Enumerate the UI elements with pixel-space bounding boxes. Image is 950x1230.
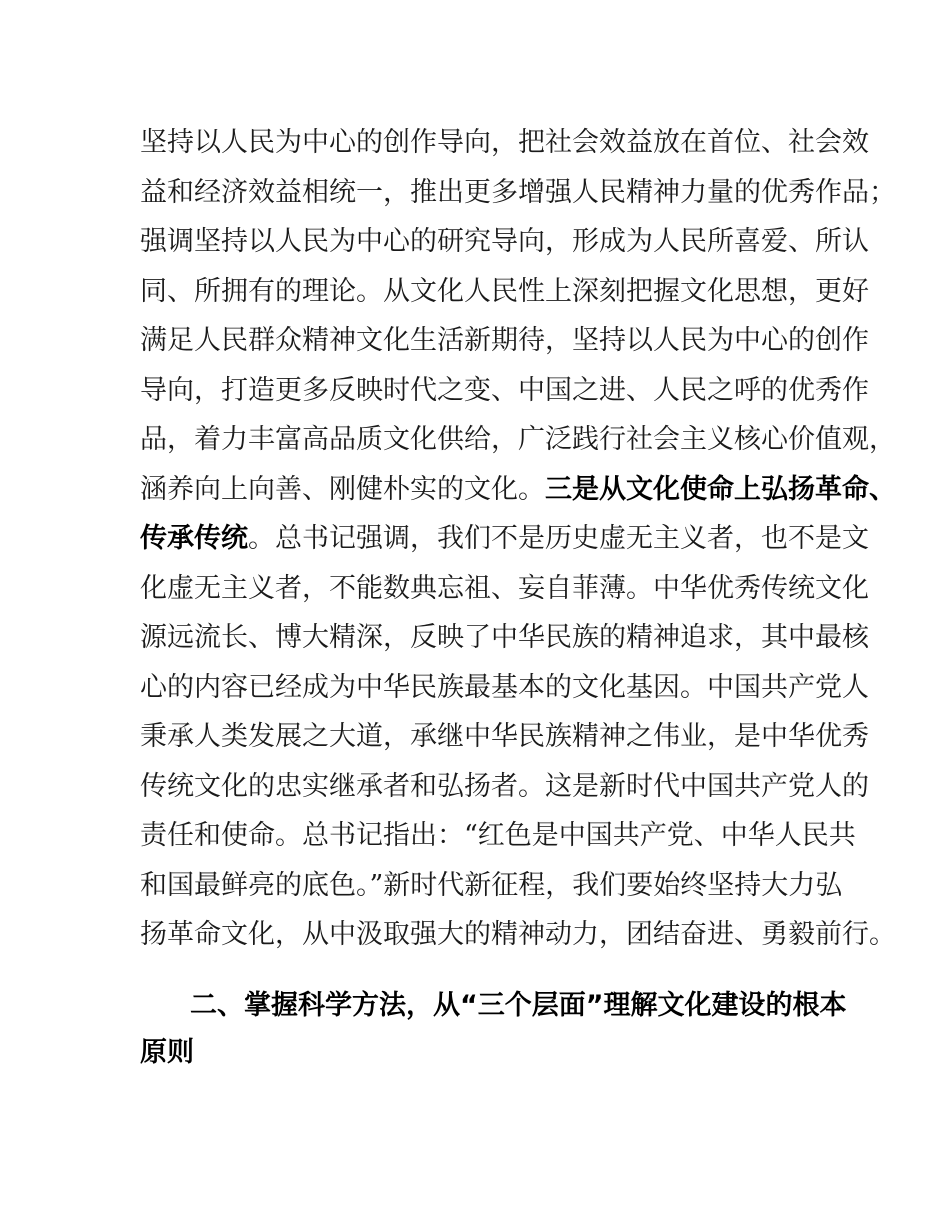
text-run: 和国最鲜亮的底色。”新时代新征程，我们要始终坚持大力弘 [140, 869, 843, 901]
body-line [140, 126, 869, 160]
text-run: 同、所拥有的理论。从文化人民性上深刻把握文化思想，更好 [140, 275, 869, 307]
body-line [140, 522, 869, 556]
text-run: 涵养向上向善、刚健朴实的文化。 [140, 473, 545, 505]
text-run: 导向，打造更多反映时代之变、中国之进、人民之呼的优秀作 [140, 374, 869, 406]
bold-phrase: 三是从文化使命上弘扬革命、 [545, 473, 896, 505]
body-line [140, 275, 869, 309]
text-run: 秉承人类发展之大道，承继中华民族精神之伟业，是中华优秀 [140, 721, 869, 752]
body-line [140, 225, 869, 259]
text-run: 坚持以人民为中心的创作导向，把社会效益放在首位、社会效 [140, 127, 869, 158]
body-line [140, 374, 869, 408]
text-run: 扬革命文化，从中汲取强大的精神动力，团结奋进、勇毅前行。 [140, 919, 896, 950]
body-line [140, 869, 843, 903]
body-line [140, 621, 869, 655]
text-run: 传统文化的忠实继承者和弘扬者。这是新时代中国共产党人的 [140, 770, 869, 802]
bold-phrase: 传承传统 [140, 523, 248, 554]
body-line [140, 918, 896, 952]
text-run: 。总书记强调，我们不是历史虚无主义者，也不是文 [248, 523, 869, 554]
text-run: 源远流长、博大精深，反映了中华民族的精神追求，其中最核 [140, 622, 869, 653]
body-line [140, 176, 896, 210]
text-run: 强调坚持以人民为中心的研究导向，形成为人民所喜爱、所认 [140, 226, 869, 257]
text-run: 责任和使命。总书记指出：“红色是中国共产党、中华人民共 [140, 820, 856, 851]
body-line [140, 423, 896, 457]
body-line [140, 720, 869, 754]
body-line [140, 671, 869, 705]
section-heading-line-2: 原则 [140, 1037, 194, 1068]
text-run: 满足人民群众精神文化生活新期待，坚持以人民为中心的创作 [140, 325, 869, 356]
section-heading-line-1: 二、掌握科学方法，从“三个层面”理解文化建设的根本 [190, 990, 847, 1021]
text-run: 心的内容已经成为中华民族最基本的文化基因。中国共产党人 [140, 671, 869, 703]
body-line [140, 770, 869, 804]
body-line [140, 819, 856, 853]
body-line [140, 324, 869, 358]
body-line [140, 572, 869, 606]
text-run: 化虚无主义者，不能数典忘祖、妄自菲薄。中华优秀传统文化 [140, 572, 869, 604]
body-line [140, 473, 896, 507]
text-run: 益和经济效益相统一，推出更多增强人民精神力量的优秀作品； [140, 176, 896, 208]
text-run: 品，着力丰富高品质文化供给，广泛践行社会主义核心价值观， [140, 424, 896, 455]
